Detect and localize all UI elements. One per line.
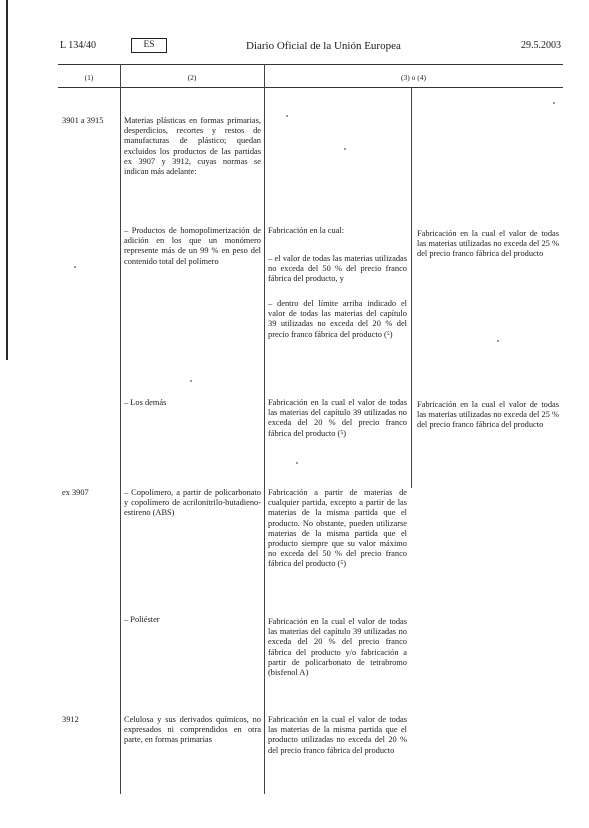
product-description: – Copolímero, a partir de policarbonato y copolímero de acrilonitrilo-butadieno-estireno (ABS) (124, 488, 261, 518)
processing-rule-condition: – dentro del límite arriba indicado el valor de todas las materias del capítulo 39 utilizadas no exceda del 20 % del precio franco fábrica del producto (⁵) (268, 299, 407, 339)
alternative-rule: Fabricación en la cual el valor de todas las materias utilizadas no exceda del 25 % del precio franco fábrica del producto (417, 229, 559, 259)
table-top-rule (58, 64, 563, 65)
table-header-rule (58, 87, 563, 88)
publication-date: 29.5.2003 (521, 40, 561, 51)
heading-code: 3912 (62, 715, 79, 724)
heading-code: ex 3907 (62, 488, 89, 497)
language-badge: ES (131, 38, 167, 53)
processing-rule-intro: Fabricación en la cual: (268, 226, 345, 235)
scan-speck (296, 462, 298, 464)
scan-speck (497, 340, 499, 342)
journal-title: Diario Oficial de la Unión Europea (246, 40, 401, 52)
scan-speck (74, 266, 76, 268)
processing-rule: Fabricación a partir de materias de cualquier partida, excepto a partir de las materias de la misma partida que el producto. No obstante, pueden utilizarse materias de la misma partida que el producto siempre que su valor máximo no exceda del 50 % del precio franco fábrica del producto (⁵) (268, 488, 407, 569)
scan-speck (286, 115, 288, 117)
product-description: – Productos de homopolimerización de adición en los que un monómero represente más de un 99 % en peso del contenido total del polímero (124, 226, 261, 266)
scan-speck (344, 148, 346, 150)
column-divider-1 (120, 64, 121, 794)
page-reference: L 134/40 (60, 40, 97, 51)
processing-rule: Fabricación en la cual el valor de todas las materias de la misma partida que el producto utilizadas no exceda del 20 % del precio franco fábrica del producto (268, 715, 407, 755)
column-header-1: (1) (84, 73, 94, 82)
scan-speck (553, 102, 555, 104)
column-header-2: (2) (187, 73, 197, 82)
product-description: – Poliéster (124, 615, 160, 624)
alternative-rule: Fabricación en la cual el valor de todas las materias utilizadas no exceda del 25 % del precio franco fábrica del producto (417, 400, 559, 430)
product-description: Materias plásticas en formas primarias, desperdicios, recortes y restos de manufacturas de plástico; quedan excluidos los productos de las partidas ex 3907 y 3912, cuyas normas se indican más adelante: (124, 116, 261, 177)
column-divider-3 (411, 88, 412, 488)
scan-speck (190, 380, 192, 382)
heading-code: 3901 a 3915 (62, 116, 104, 125)
column-header-3-4: (3) o (4) (401, 73, 426, 82)
product-description: – Los demás (124, 398, 167, 407)
product-description: Celulosa y sus derivados químicos, no expresados ni comprendidos en otra parte, en formas primarias (124, 715, 261, 745)
processing-rule: Fabricación en la cual el valor de todas las materias del capítulo 39 utilizadas no exceda del 20 % del precio franco fábrica del producto y/o fabricación a partir de policarbonato de tetrabromo (bisfenol A) (268, 617, 407, 678)
processing-rule: Fabricación en la cual el valor de todas las materias del capítulo 39 utilizadas no exceda del 20 % del precio franco fábrica del producto (⁵) (268, 398, 407, 438)
column-divider-2 (264, 64, 265, 794)
processing-rule-condition: – el valor de todas las materias utilizadas no exceda del 50 % del precio franco fábrica del producto, y (268, 254, 407, 284)
binding-line (6, 0, 8, 360)
